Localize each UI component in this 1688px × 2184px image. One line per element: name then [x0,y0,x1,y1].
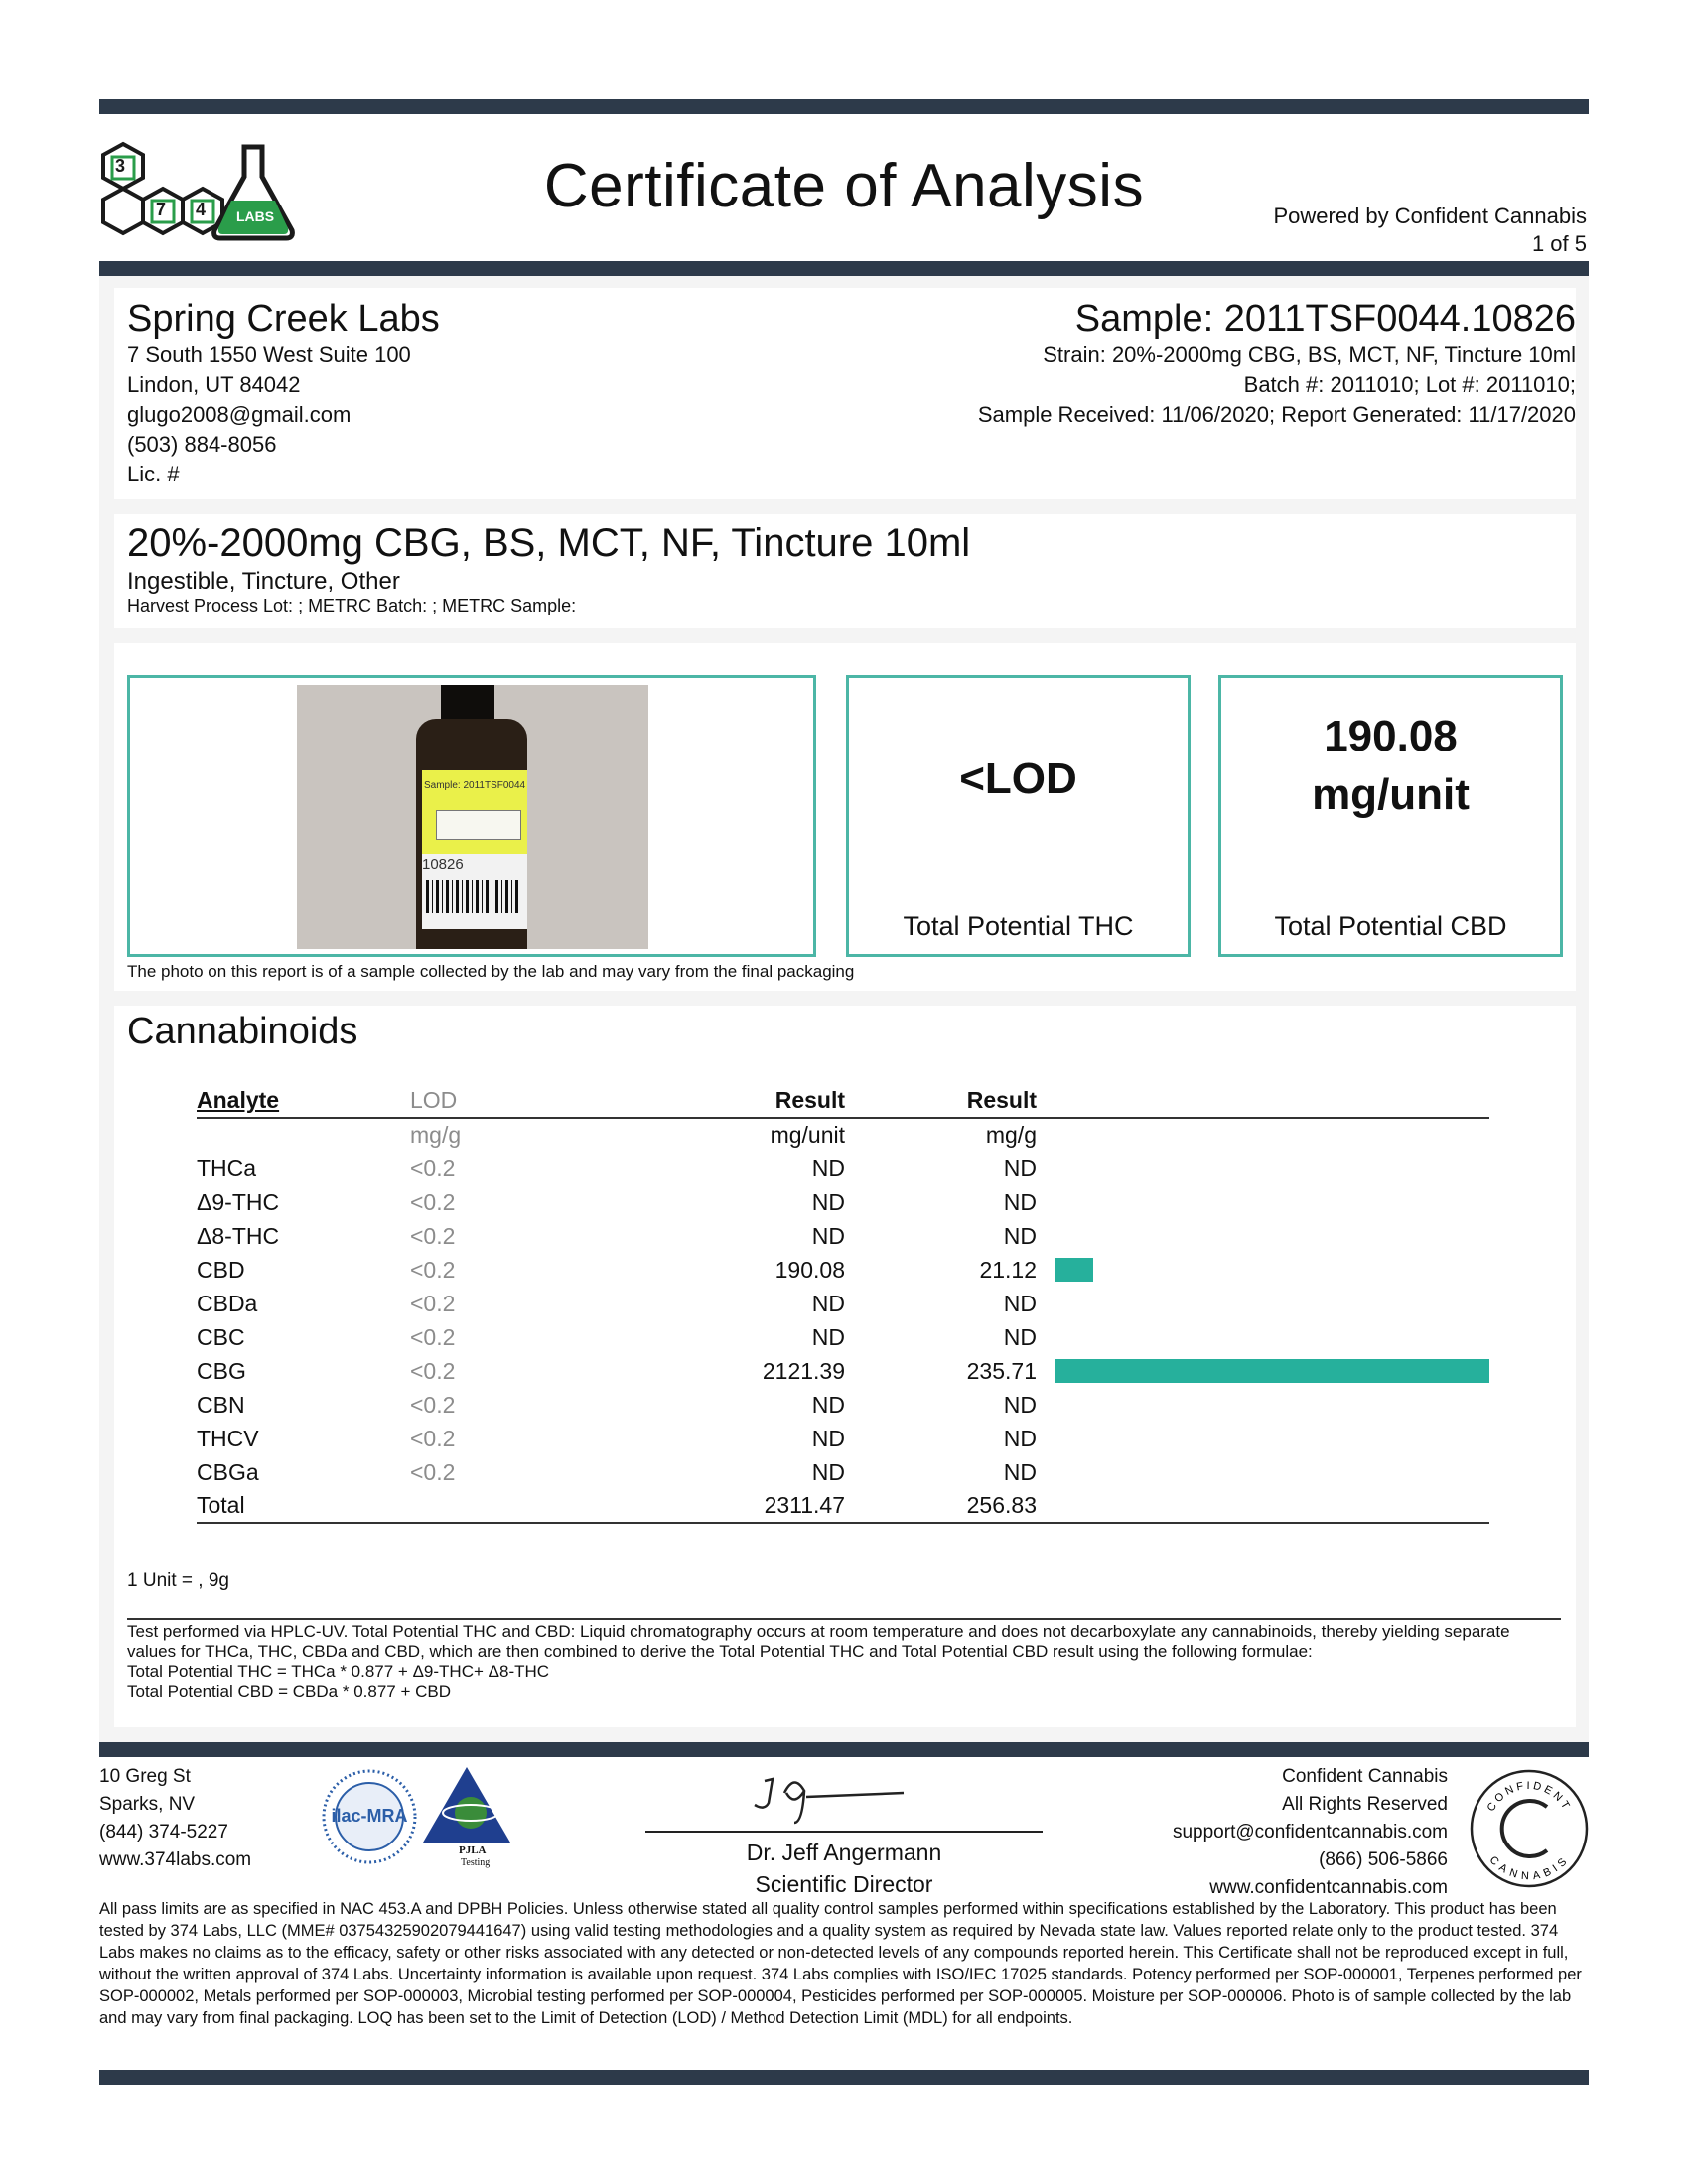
ilac-seal [320,1767,419,1866]
sample-strain: Strain: 20%-2000mg CBG, BS, MCT, NF, Tincture 10ml [1043,342,1576,367]
signature-block [645,1763,1043,1897]
result-unit-cell: ND [811,1290,845,1316]
bar-cell [1037,1152,1489,1185]
result-g-cell: ND [1003,1391,1037,1418]
lod-cell: <0.2 [410,1425,456,1451]
result-unit-cell: 190.08 [774,1256,845,1283]
analyte-cell: CBC [197,1323,245,1350]
bar-cell [1037,1354,1489,1388]
result-g-cell: ND [1003,1188,1037,1215]
photo-note: The photo on this report is of a sample collected by the lab and may vary from the final packaging [127,962,855,981]
total-mg-unit: 2311.47 [609,1489,845,1523]
sample-photo [297,685,648,949]
analyte-cell: Δ8-THC [197,1222,280,1249]
total-mg-g: 256.83 [845,1489,1037,1523]
cc-website: www.confidentcannabis.com [1209,1877,1448,1898]
lod-cell: <0.2 [410,1256,456,1283]
bar-cell [1037,1253,1489,1287]
sample-block [978,298,1576,430]
result-g-cell: 235.71 [966,1357,1037,1384]
cc-phone: (866) 506-5866 [1319,1849,1448,1870]
cbd-unit: mg/unit [1312,770,1470,819]
logo-digit-7: 7 [156,200,167,219]
units-result-unit: mg/unit [770,1122,845,1148]
cc-contact [1173,1763,1448,1902]
bar-cell [1037,1320,1489,1354]
table-row [197,1455,1489,1489]
label-text: Sample: 2011TSF0044 [424,780,526,791]
label-barcode [426,880,519,913]
client-phone: (503) 884-8056 [127,432,277,457]
result-bar [1055,1359,1489,1383]
sample-batch: Batch #: 2011010; Lot #: 2011010; [1243,372,1576,397]
header-result-unit: Result [609,1084,845,1118]
units-analyte [197,1118,410,1152]
client-license: Lic. # [127,462,180,486]
bar-cell [1037,1219,1489,1253]
analyte-cell: CBG [197,1357,246,1384]
header-bar [1037,1084,1489,1118]
method-line-4: Total Potential CBD = CBDa * 0.877 + CBD [127,1682,451,1701]
footer-rule [99,1742,1589,1757]
lab-street: 10 Greg St [99,1766,191,1787]
thc-box [846,675,1191,957]
header-result-g: Result [845,1084,1037,1118]
result-unit-cell: ND [811,1323,845,1350]
header-analyte-text: Analyte [197,1087,280,1113]
client-sample-panel [114,288,1576,499]
powered-by [1273,203,1587,258]
lab-city: Sparks, NV [99,1794,196,1815]
lod-cell: <0.2 [410,1290,456,1316]
header-lod: LOD [410,1084,609,1118]
bottle-label [422,770,527,929]
lab-address [99,1763,251,1874]
cbd-box [1218,675,1563,957]
analyte-cell: CBGa [197,1458,259,1485]
label-number: 10826 [422,856,464,873]
lod-cell: <0.2 [410,1188,456,1215]
cc-seal-top: CONFIDENT [1484,1779,1574,1814]
unit-note: 1 Unit = , 9g [127,1570,229,1591]
result-g-cell: ND [1003,1290,1037,1316]
bar-cell [1037,1455,1489,1489]
signature-graphic [645,1763,1043,1833]
document-title: Certificate of Analysis [543,152,1145,220]
lod-cell: <0.2 [410,1155,456,1181]
table-row [197,1152,1489,1185]
table-row [197,1422,1489,1455]
units-result-g: mg/g [985,1122,1037,1148]
cc-rights: All Rights Reserved [1282,1794,1448,1815]
bottom-rule [99,2070,1589,2085]
result-g-cell: ND [1003,1155,1037,1181]
total-bar [1037,1489,1489,1523]
analyte-cell: CBN [197,1391,245,1418]
result-unit-cell: ND [811,1458,845,1485]
analyte-cell: THCa [197,1155,257,1181]
result-bar [1055,1258,1093,1282]
cc-email: support@confidentcannabis.com [1172,1822,1448,1843]
analyte-cell: CBDa [197,1290,258,1316]
cc-name: Confident Cannabis [1282,1766,1448,1787]
result-unit-cell: ND [811,1155,845,1181]
analyte-cell: CBD [197,1256,245,1283]
cc-seal-bottom: CANNABIS [1486,1853,1572,1883]
disclaimer: All pass limits are as specified in NAC 453.A and DPBH Policies. Unless otherwise stated all quality control samples performed within specifications established by the Laboratory. This product has been tested by 374 Labs, LLC (MME# 03754325902079441647) using valid testing methodologies and a quality system as required by Nevada state law. Values reported relate only to the product tested. 374 Labs makes no claims as to the efficacy, safety or other risks associated with any detected or non-detected levels of any compounds reported herein. This Certificate shall not be reproduced except in full, without the written approval of 374 Labs. Uncertainty information is available upon request. 374 Labs complies with ISO/IEC 17025 standards. Potency performed per SOP-000001, Terpenes performed per SOP-000002, Metals performed per SOP-000003, Microbial testing performed per SOP-000004, Pesticides performed per SOP-000005. Moisture per SOP-000006. Photo is of sample collected by the lab and may vary from final packaging. LOQ has been set to the Limit of Detection (LOD) / Method Detection Limit (MDL) for all endpoints. [99,1900,1582,2027]
sample-dates: Sample Received: 11/06/2020; Report Generated: 11/17/2020 [977,402,1576,427]
result-unit-cell: ND [811,1222,845,1249]
client-address-1: 7 South 1550 West Suite 100 [127,342,411,367]
header-analyte [197,1084,410,1118]
sample-id: Sample: 2011TSF0044.10826 [1074,298,1576,340]
table-header-row [197,1084,1489,1118]
total-row [197,1489,1489,1523]
client-email: glugo2008@gmail.com [127,402,352,427]
bar-cell [1037,1422,1489,1455]
powered-by-text: Powered by Confident Cannabis [1273,204,1587,228]
ilac-text: ilac-MRA [331,1806,408,1826]
lod-cell: <0.2 [410,1458,456,1485]
result-unit-cell: ND [811,1425,845,1451]
signer-title: Scientific Director [755,1871,933,1897]
total-label: Total [197,1489,410,1523]
units-lod: mg/g [410,1122,462,1148]
units-row [197,1118,1489,1152]
product-name: 20%-2000mg CBG, BS, MCT, NF, Tincture 10ml [127,521,971,565]
pjla-sub: Testing [461,1857,491,1868]
client-address-2: Lindon, UT 84042 [127,372,301,397]
signature-line [645,1831,1043,1833]
table-row [197,1354,1489,1388]
result-g-cell: ND [1003,1222,1037,1249]
result-g-cell: ND [1003,1458,1037,1485]
cbd-label: Total Potential CBD [1274,911,1507,941]
table-row [197,1219,1489,1253]
cannabinoids-body [197,1152,1489,1489]
bar-cell [1037,1388,1489,1422]
analyte-cell: THCV [197,1425,259,1451]
lod-cell: <0.2 [410,1323,456,1350]
client-block [127,298,440,489]
logo-digit-3: 3 [115,156,126,176]
bottle-cap [441,685,494,721]
bar-cell [1037,1185,1489,1219]
result-unit-cell: 2121.39 [762,1357,845,1384]
lod-cell: <0.2 [410,1391,456,1418]
result-g-cell: 21.12 [979,1256,1037,1283]
cbd-value: 190.08 [1324,712,1458,760]
result-g-cell: ND [1003,1425,1037,1451]
thc-label: Total Potential THC [903,911,1134,941]
total-lod [410,1489,609,1523]
logo-digit-4: 4 [196,200,207,219]
lod-cell: <0.2 [410,1357,456,1384]
method-text [127,1622,1567,1702]
cannabinoids-title: Cannabinoids [127,1011,358,1052]
thc-value: <LOD [959,754,1077,803]
cannabinoids-table [197,1084,1489,1524]
pjla-text: PJLA [459,1844,487,1856]
product-type: Ingestible, Tincture, Other [127,568,400,595]
table-row [197,1185,1489,1219]
analyte-cell: Δ9-THC [197,1188,280,1215]
header-rule [99,261,1589,276]
method-rule [127,1618,1561,1620]
harvest-info: Harvest Process Lot: ; METRC Batch: ; METRC Sample: [127,596,577,615]
signer-name: Dr. Jeff Angermann [746,1840,942,1865]
result-unit-cell: ND [811,1391,845,1418]
method-line-1: Test performed via HPLC-UV. Total Potential THC and CBD: Liquid chromatography occurs at room temperature and does not decarboxylate any cannabinoids, thereby yielding separate [127,1622,1510,1641]
method-line-3: Total Potential THC = THCa * 0.877 + Δ9-THC+ Δ8-THC [127,1662,550,1681]
lab-phone: (844) 374-5227 [99,1822,228,1843]
table-row [197,1287,1489,1320]
product-panel [114,514,1576,628]
table-row [197,1253,1489,1287]
bar-cell [1037,1287,1489,1320]
label-table [436,810,521,840]
cc-seal-graphic [1468,1767,1591,1890]
photo-box [127,675,816,957]
units-bar [1037,1118,1489,1152]
result-g-cell: ND [1003,1323,1037,1350]
top-rule [99,99,1589,114]
result-unit-cell: ND [811,1188,845,1215]
cc-seal [1468,1767,1591,1890]
method-line-2: values for THCa, THC, CBDa and CBD, which are then combined to derive the Total Potential THC and Total Potential CBD result using the following formulae: [127,1642,1313,1661]
lab-website: www.374labs.com [99,1849,252,1870]
table-row [197,1388,1489,1422]
pjla-seal [419,1763,514,1872]
lod-cell: <0.2 [410,1222,456,1249]
logo-flask-text: LABS [235,208,275,224]
summary-panel [114,643,1576,991]
page-number: 1 of 5 [1531,231,1587,256]
table-row [197,1320,1489,1354]
client-name: Spring Creek Labs [127,298,440,340]
